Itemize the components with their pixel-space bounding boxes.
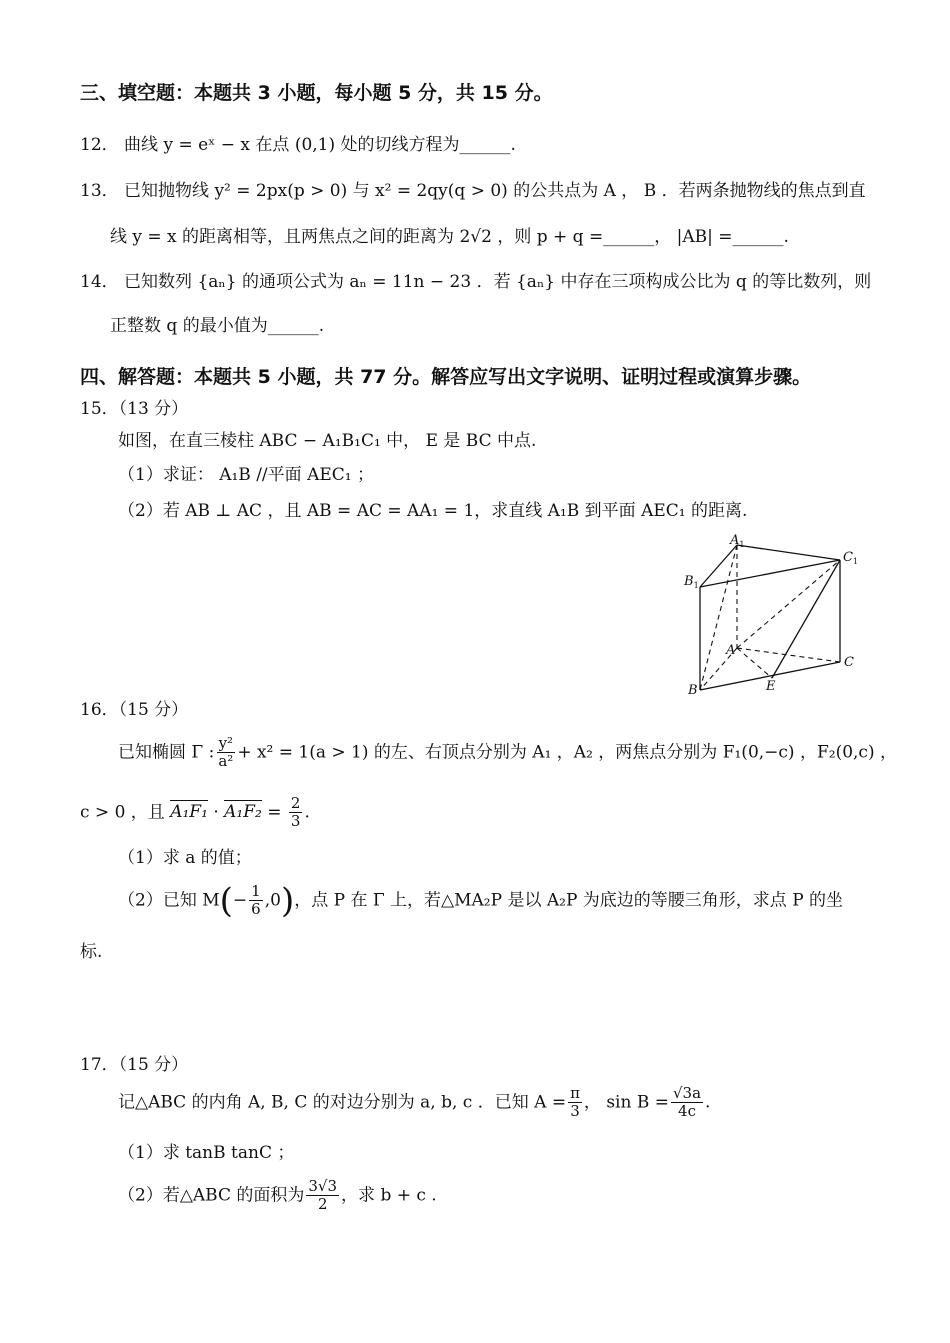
q16-value-den: 3 bbox=[290, 812, 301, 831]
q17-area-den: 2 bbox=[317, 1195, 328, 1214]
q15-part1: （1）求证： A₁B //平面 AEC₁ ； bbox=[118, 465, 374, 485]
label-a: A bbox=[726, 643, 736, 658]
q16-stem-b: + x² = 1(a > 1) 的左、右顶点分别为 A₁ ，A₂ ，两焦点分别为 F₁(0,−c) ，F₂(0,c) ， bbox=[237, 742, 897, 763]
label-a1: $A_1$ bbox=[730, 533, 745, 549]
q14-text-line2: 正整数 q 的最小值为______. bbox=[110, 316, 325, 336]
q16-frac-den: a² bbox=[218, 752, 234, 771]
section-4-heading: 四、解答题：本题共 5 小题，共 77 分。解答应写出文字说明、证明过程或演算步骤。 bbox=[80, 366, 812, 388]
q17-part1: （1）求 tanB tanC ； bbox=[118, 1143, 295, 1163]
q17-b-fraction bbox=[671, 1085, 703, 1121]
label-b1: $B_1$ bbox=[684, 574, 699, 590]
q17-a-fraction bbox=[568, 1085, 582, 1121]
q16-dot: · bbox=[213, 802, 219, 823]
prism-figure bbox=[680, 530, 880, 705]
q16-vector-2: A₁F₂ bbox=[224, 802, 262, 823]
q16-part2-line1: （2）已知 M(− $\frac{1}{6}$ ,0)，点 P 在 Γ 上，若△MA₂P 是以 A₂P 为底边的等腰三角形，求点 P 的坐 bbox=[118, 880, 844, 921]
question-12 bbox=[80, 135, 516, 155]
q17-part2 bbox=[118, 1178, 437, 1214]
q14-text-line1: 已知数列 {aₙ} 的通项公式为 aₙ = 11n − 23 ．若 {aₙ} 中存在三项构成公比为 q 的等比数列，则 bbox=[124, 272, 872, 292]
q17-part2-b: ，求 b + c . bbox=[341, 1185, 437, 1206]
q13-number: 13． bbox=[80, 181, 119, 201]
q16-stem-a: 已知椭圆 Γ : bbox=[118, 742, 215, 763]
section-3-heading: 三、填空题：本题共 3 小题，每小题 5 分，共 15 分。 bbox=[80, 82, 553, 104]
q16-part2-b: ，点 P 在 Γ 上，若△MA₂P 是以 A₂P 为底边的等腰三角形，求点 P 的坐 bbox=[294, 890, 844, 911]
q12-number: 12． bbox=[80, 135, 119, 155]
q16-stem-c1: c > 0 ，且 bbox=[80, 802, 165, 823]
q16-m-minus: − bbox=[232, 890, 248, 911]
q17-stem-a: 记△ABC 的内角 A, B, C 的对边分别为 a, b, c ．已知 A = bbox=[118, 1092, 567, 1113]
q17-a-den: 3 bbox=[570, 1102, 580, 1121]
q16-m-den: 6 bbox=[251, 900, 261, 919]
q17-b-den: 4c bbox=[678, 1102, 696, 1121]
q17-a-num: π bbox=[570, 1084, 580, 1102]
q15-stem: 如图，在直三棱柱 ABC − A₁B₁C₁ 中， E 是 BC 中点. bbox=[118, 431, 537, 451]
label-b: B bbox=[688, 683, 698, 698]
q16-m-fraction bbox=[249, 883, 263, 919]
q17-stem-c: . bbox=[705, 1092, 711, 1113]
q17-stem-b: ， sin B = bbox=[583, 1092, 669, 1113]
q16-ellipse-fraction bbox=[216, 735, 235, 771]
q16-part2-line2: 标. bbox=[80, 942, 103, 962]
question-13-line1 bbox=[80, 181, 866, 201]
q16-stem-c2: . bbox=[304, 802, 310, 823]
q16-m-num: 1 bbox=[251, 882, 261, 900]
q17-header: 17．（15 分） bbox=[80, 1055, 189, 1075]
q16-equals: = bbox=[267, 802, 282, 823]
q17-area-num: 3√3 bbox=[308, 1177, 338, 1195]
label-e: E bbox=[766, 679, 776, 694]
q16-part1: （1）求 a 的值； bbox=[118, 848, 252, 868]
q16-value-fraction bbox=[289, 795, 303, 831]
q14-number: 14． bbox=[80, 272, 119, 292]
q13-text-line2: 线 y = x 的距离相等，且两焦点之间的距离为 2√2 ，则 p + q =______， |AB| =______. bbox=[110, 227, 789, 247]
q16-header: 16．（15 分） bbox=[80, 700, 189, 720]
q16-frac-num: y² bbox=[218, 734, 234, 752]
q16-m-tail: ,0 bbox=[264, 890, 281, 911]
q17-part2-a: （2）若△ABC 的面积为 bbox=[118, 1185, 305, 1206]
q17-b-num: √3a bbox=[672, 1084, 702, 1102]
label-c1: $C_1$ bbox=[843, 550, 859, 566]
label-c: C bbox=[844, 655, 854, 670]
q12-text: 曲线 y = eˣ − x 在点 (0,1) 处的切线方程为______. bbox=[124, 135, 516, 155]
q16-stem-line1 bbox=[118, 735, 897, 771]
q16-stem-line2 bbox=[80, 795, 310, 831]
q16-part2-a: （2）已知 M bbox=[118, 890, 220, 911]
q17-area-fraction bbox=[306, 1178, 339, 1214]
q15-part2: （2）若 AB ⊥ AC ，且 AB = AC = AA₁ = 1，求直线 A₁B 到平面 AEC₁ 的距离. bbox=[118, 501, 748, 521]
q13-text-line1: 已知抛物线 y² = 2px(p > 0) 与 x² = 2qy(q > 0) 的公共点为 A ， B ．若两条抛物线的焦点到直 bbox=[124, 181, 866, 201]
question-14-line1 bbox=[80, 272, 871, 292]
q17-stem bbox=[118, 1085, 710, 1121]
q16-value-num: 2 bbox=[290, 794, 301, 812]
q16-vector-1: A₁F₁ bbox=[170, 802, 208, 823]
q15-header: 15．（13 分） bbox=[80, 399, 189, 419]
